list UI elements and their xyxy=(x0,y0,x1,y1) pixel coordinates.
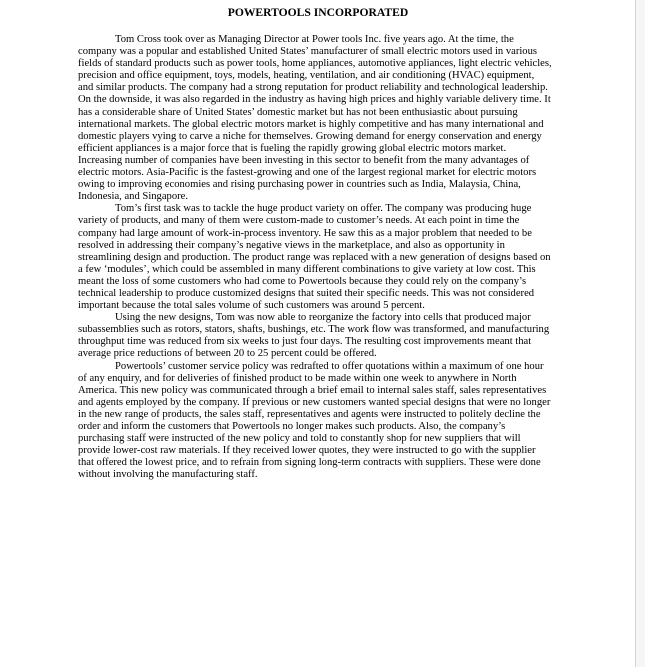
document-body xyxy=(78,34,552,481)
paragraph-customer-service-policy: Powertools’ customer service policy was redrafted to offer quotations within a maximum of one hour of any enquiry, and for deliveries of finished product to be made within one week to anywhere in North America. This new policy was communicated through a brief email to internal sales staff, sales representatives and agents employed by the company. If previous or new customers wanted special designs that were no longer in the new range of products, the sales staff, representatives and agents were instructed to politely decline the order and inform the customers that Powertools no longer makes such products. Also, the company’s purchasing staff were instructed of the new policy and told to constantly shop for new suppliers that will provide lower-cost raw materials. If they received lower quotes, they were instructed to go with the supplier that offered the lowest price, and to refrain from signing long-term contracts with suppliers. These were done without involving the manufacturing staff. xyxy=(78,360,551,481)
paragraph-product-variety: Tom’s first task was to tackle the huge product variety on offer. The company was producing huge variety of products, and many of them were custom-made to customer’s needs. At each point in time the company had large amount of work-in-process inventory. He saw this as a major problem that needed to be resolved in addressing their company’s negative views in the marketplace, and also as opportunity in streamlining design and production. The product range was replaced with a new generation of designs based on a few ‘modules’, which could be assembled in many different combinations to give variety at low cost. This meant the loss of some customers who had come to Powertools because they could rely on the company’s technical leadership to produce customized designs that suited their specific needs. This was not considered important because the total sales volume of such customers was around 5 percent. xyxy=(78,203,551,312)
scrollbar-track[interactable] xyxy=(637,0,645,667)
paragraph-intro: Tom Cross took over as Managing Director at Power tools Inc. five years ago. At the time, the company was a popular and established United States’ manufacturer of small electric motors used in various fields of standard products such as power tools, home appliances, automotive appliances, light electric vehicles, precision and office equipment, toys, models, heating, ventilation, and air conditioning (HVAC) equipment, and similar products. The company had a strong reputation for product reliability and technological leadership. On the downside, it was also regarded in the industry as having high prices and highly variable delivery time. It has a considerable share of United States’ domestic market but has not been enthusiastic about pursuing international markets. The global electric motors market is highly competitive and has many international and domestic players vying to carve a niche for themselves. Growing demand for energy conservation and energy efficient appliances is a major force that is fueling the rapidly growing global electric motors market. Increasing number of companies have been investing in this sector to benefit from the many advantages of electric motors. Asia-Pacific is the fastest-growing and one of the largest regional market for electric motors owing to improving economies and rising purchasing power in countries such as India, Malaysia, China, Indonesia, and Singapore. xyxy=(78,34,552,203)
paragraph-factory-reorganization: Using the new designs, Tom was now able to reorganize the factory into cells that produced major subassemblies such as rotors, stators, shafts, bushings, etc. The work flow was transformed, and manufacturing throughput time was reduced from six weeks to just four days. The resulting cost improvements meant that average price reductions of between 20 to 25 percent could be offered. xyxy=(78,312,550,360)
document-title: POWERTOOLS INCORPORATED xyxy=(227,6,409,19)
